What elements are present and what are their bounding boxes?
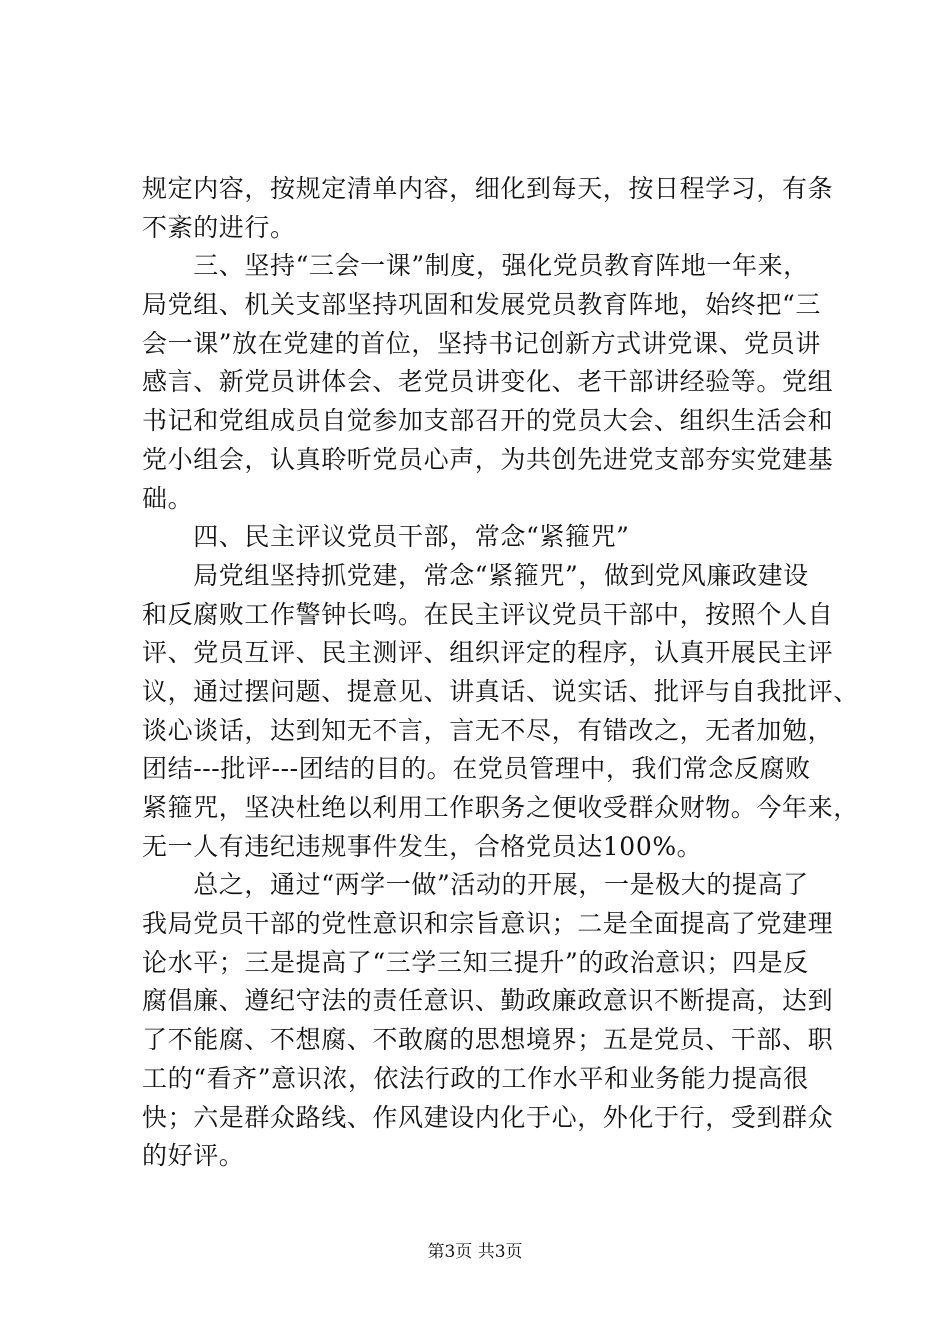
text-line: 腐倡廉、遵纪守法的责任意识、勤政廉政意识不断提高，达到 <box>142 986 834 1016</box>
section-heading: 四、民主评议党员干部，常念“紧箍咒” <box>142 522 630 552</box>
text-line: 议，通过摆问题、提意见、讲真话、说实话、批评与自我批评、 <box>142 676 859 706</box>
text-line: 团结---批评---团结的目的。在党员管理中，我们常念反腐败 <box>142 754 811 784</box>
text-line: 书记和党组成员自觉参加支部召开的党员大会、组织生活会和 <box>142 406 834 436</box>
text-line: 和反腐败工作警钟长鸣。在民主评议党员干部中，按照个人自 <box>142 599 834 629</box>
page-number-label: 第3页 共3页 <box>427 1242 523 1262</box>
text-line: 总之，通过“两学一做”活动的开展，一是极大的提高了 <box>142 870 809 900</box>
text-line: 我局党员干部的党性意识和宗旨意识；二是全面提高了党建理 <box>142 909 834 939</box>
text-line: 不紊的进行。 <box>142 212 296 242</box>
text-line: 快；六是群众路线、作风建设内化于心，外化于行，受到群众 <box>142 1102 834 1132</box>
text-line: 的好评。 <box>142 1141 245 1171</box>
text-line: 规定内容，按规定清单内容，细化到每天，按日程学习，有条 <box>142 174 834 203</box>
text-line: 党小组会，认真聆听党员心声，为共创先进党支部夯实党建基 <box>142 444 834 474</box>
text-line: 论水平；三是提高了“三学三知三提升”的政治意识；四是反 <box>142 947 809 977</box>
text-line: 无一人有违纪违规事件发生，合格党员达100%。 <box>142 831 703 861</box>
text-line: 局党组坚持抓党建，常念“紧箍咒”，做到党风廉政建设 <box>142 560 809 590</box>
text-line: 评、党员互评、民主测评、组织评定的程序，认真开展民主评 <box>142 638 834 668</box>
text-line: 会一课”放在党建的首位，坚持书记创新方式讲党课、党员讲 <box>142 328 821 358</box>
text-line: 工的“看齐”意识浓，依法行政的工作水平和业务能力提高很 <box>142 1063 809 1093</box>
text-line: 感言、新党员讲体会、老党员讲变化、老干部讲经验等。党组 <box>142 367 834 397</box>
page-footer <box>0 1240 950 1264</box>
text-line: 局党组、机关支部坚持巩固和发展党员教育阵地，始终把“三 <box>142 290 821 320</box>
text-line: 紧箍咒，坚决杜绝以利用工作职务之便收受群众财物。今年来， <box>142 793 859 822</box>
text-line: 了不能腐、不想腐、不敢腐的思想境界；五是党员、干部、职 <box>142 1025 834 1055</box>
text-line: 础。 <box>142 483 194 513</box>
text-line: 谈心谈话，达到知无不言，言无不尽，有错改之，无者加勉， <box>142 715 834 745</box>
body-text <box>142 170 859 1176</box>
text-line: 三、坚持“三会一课”制度，强化党员教育阵地一年来， <box>142 251 809 281</box>
